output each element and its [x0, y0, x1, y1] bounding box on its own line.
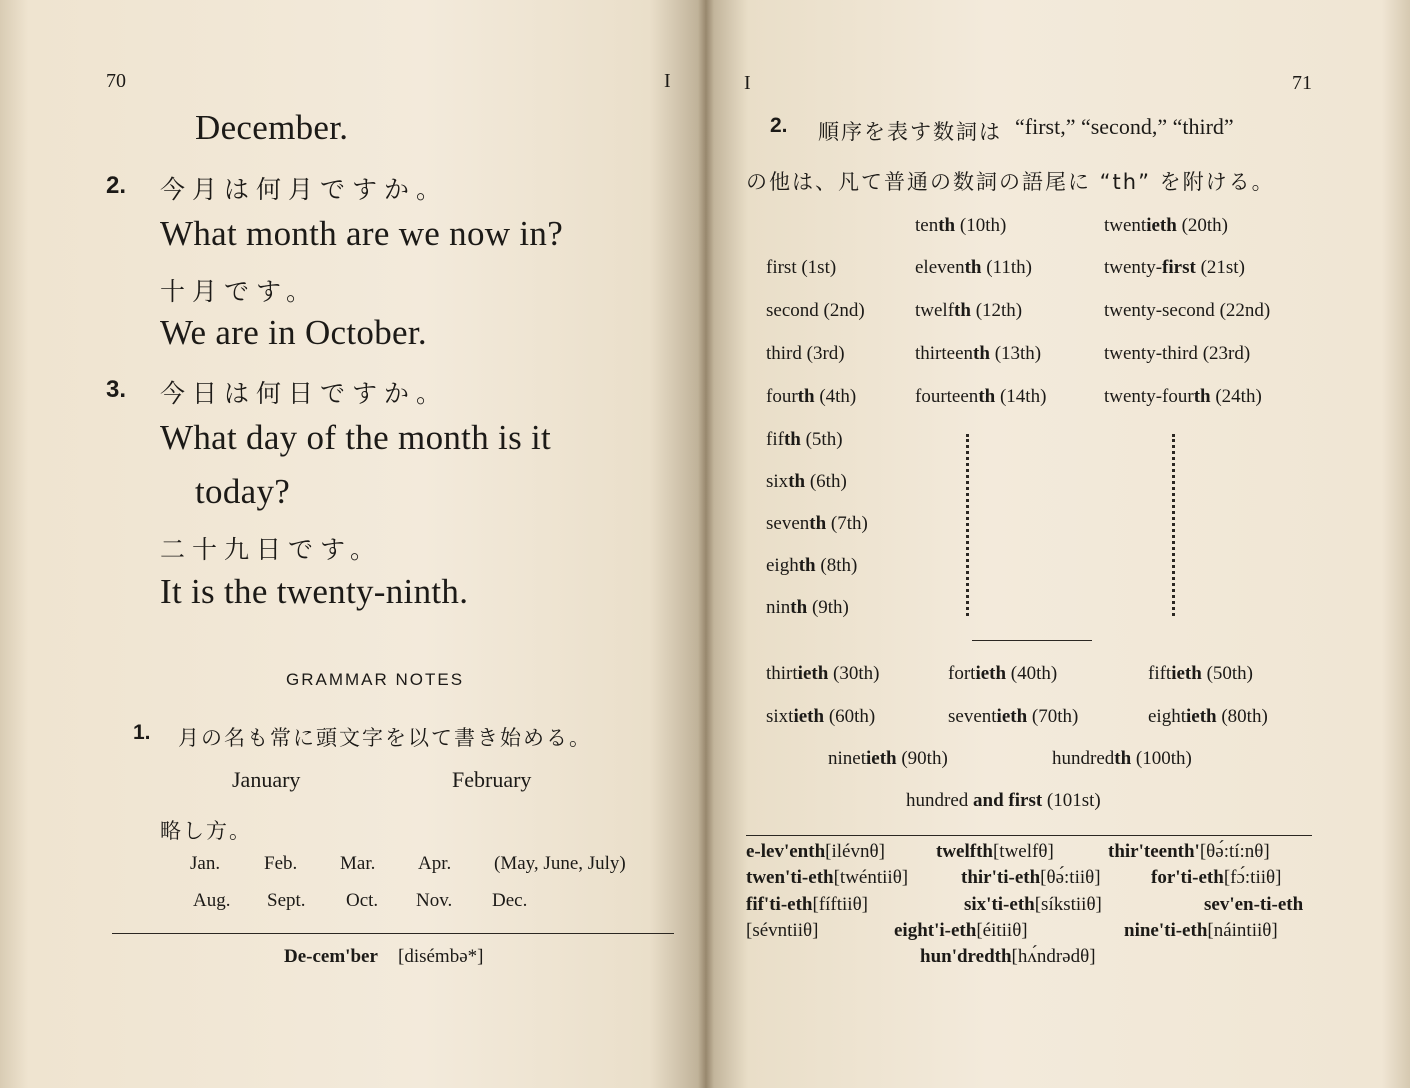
note1-number: 1.	[133, 721, 151, 744]
ordinal-col2-4: thirteenth (13th)	[915, 343, 1042, 364]
abbr-may-june-july: (May, June, July)	[494, 853, 626, 874]
q2-jp-answer: 十月です。	[160, 277, 319, 306]
pronunciation-row5-1: hun'dredth[hʌ́ndrədθ]	[920, 946, 1096, 967]
pronunciation-row3-3: sev'en-ti-eth	[1204, 894, 1304, 915]
ordinal-col3-3: twenty-second (22nd)	[1104, 300, 1271, 321]
ordinal-col3-1: twentieth (20th)	[1104, 215, 1229, 236]
ordinal-col2-1: tenth (10th)	[915, 215, 1007, 236]
ordinal-col1-9: ninth (9th)	[766, 597, 849, 618]
ordinal-col1-6: sixth (6th)	[766, 471, 847, 492]
section-marker-left: I	[664, 70, 671, 92]
ordinal-tens_row2-3: eightieth (80th)	[1148, 706, 1268, 727]
footnote-pron-december: [disémbə*]	[398, 946, 484, 967]
note2-line2: の他は、凡て普通の数詞の語尾に “th” を附ける。	[746, 170, 1275, 194]
ordinal-tens_row2-1: sixtieth (60th)	[766, 706, 876, 727]
abbr-sept: Sept.	[267, 890, 306, 911]
ordinal-101st: hundred and first (101st)	[906, 790, 1101, 811]
footnote-word-december: De-cem'ber	[284, 946, 378, 967]
pronunciation-row2-3: for'ti-eth[fɔ́:tiiθ]	[1151, 867, 1282, 888]
q2-en-answer: We are in October.	[160, 313, 427, 352]
abbr-nov: Nov.	[416, 890, 453, 911]
ordinal-col2-2: eleventh (11th)	[915, 257, 1032, 278]
note2-line1-en: “first,” “second,” “third”	[1015, 114, 1234, 139]
q3-jp-question: 今日は何日ですか。	[160, 379, 449, 408]
abbr-mar: Mar.	[340, 853, 376, 874]
ordinal-tens_row1-2: fortieth (40th)	[948, 663, 1058, 684]
abbr-dec: Dec.	[492, 890, 528, 911]
ordinal-tens_row3-2: hundredth (100th)	[1052, 748, 1192, 769]
pronunciation-row4-1: [sévntiiθ]	[746, 920, 819, 941]
ordinal-col3-5: twenty-fourth (24th)	[1104, 386, 1262, 407]
abbr-aug: Aug.	[193, 890, 231, 911]
note2-line1-jp: 順序を表す数詞は	[818, 120, 1002, 144]
q3-number: 3.	[106, 376, 127, 403]
pronunciation-row1-2: twelfth[twelfθ]	[936, 841, 1054, 862]
continuation-dots-col2	[966, 434, 969, 616]
ordinal-col1-2: second (2nd)	[766, 300, 865, 321]
pronunciation-row4-3: nine'ti-eth[náintiiθ]	[1124, 920, 1278, 941]
ordinal-col1-8: eighth (8th)	[766, 555, 858, 576]
pronunciation-row2-2: thir'ti-eth[θə́:tiiθ]	[961, 867, 1101, 888]
ordinal-tens_row3-1: ninetieth (90th)	[828, 748, 948, 769]
q2-number: 2.	[106, 172, 127, 199]
ordinal-tens_row1-3: fiftieth (50th)	[1148, 663, 1254, 684]
ordinal-col1-5: fifth (5th)	[766, 429, 843, 450]
abbr-jan: Jan.	[190, 853, 221, 874]
tens-separator-rule	[972, 640, 1092, 641]
q3-en-question-line1: What day of the month is it	[160, 418, 552, 457]
pronunciation-row1-1: e-lev'enth[ilévnθ]	[746, 841, 885, 862]
note1-text: 月の名も常に頭文字を以て書き始める。	[178, 726, 592, 750]
ordinal-col2-5: fourteenth (14th)	[915, 386, 1047, 407]
ordinal-col3-4: twenty-third (23rd)	[1104, 343, 1251, 364]
q3-en-answer: It is the twenty-ninth.	[160, 572, 469, 611]
footnote-rule-left	[112, 933, 674, 934]
ordinal-col1-1: first (1st)	[766, 257, 837, 278]
month-january: January	[232, 767, 301, 792]
ordinal-col1-4: fourth (4th)	[766, 386, 857, 407]
ordinal-col3-2: twenty-first (21st)	[1104, 257, 1245, 278]
abbr-oct: Oct.	[346, 890, 379, 911]
pronunciation-row3-1: fif'ti-eth[fíftiiθ]	[746, 894, 869, 915]
q2-en-question: What month are we now in?	[160, 214, 564, 253]
note2-number: 2.	[770, 114, 788, 137]
abbr-feb: Feb.	[264, 853, 298, 874]
ordinal-tens_row1-1: thirtieth (30th)	[766, 663, 880, 684]
page-number-right: 71	[1292, 72, 1312, 94]
ordinal-col1-3: third (3rd)	[766, 343, 845, 364]
book-gutter	[698, 0, 714, 1088]
q3-jp-answer: 二十九日です。	[160, 535, 383, 564]
ordinal-tens_row2-2: seventieth (70th)	[948, 706, 1079, 727]
ordinal-col1-7: seventh (7th)	[766, 513, 868, 534]
pronunciation-row1-3: thir'teenth'[θə́:tí:nθ]	[1108, 841, 1270, 862]
right-page	[706, 0, 1410, 1088]
month-february: February	[452, 767, 532, 792]
q2-jp-question: 今月は何月ですか。	[160, 175, 449, 204]
abbr-apr: Apr.	[418, 853, 452, 874]
pronunciation-row3-2: six'ti-eth[síkstiiθ]	[964, 894, 1102, 915]
line-december: December.	[195, 108, 349, 147]
abbr-label: 略し方。	[160, 819, 252, 843]
continuation-dots-col3	[1172, 434, 1175, 616]
q3-en-question-line2: today?	[195, 472, 291, 511]
section-marker-right: I	[744, 72, 751, 94]
page-number-left: 70	[106, 70, 126, 92]
ordinal-col2-3: twelfth (12th)	[915, 300, 1023, 321]
footnote-rule-right	[746, 835, 1312, 836]
pronunciation-row2-1: twen'ti-eth[twéntiiθ]	[746, 867, 909, 888]
grammar-notes-title: GRAMMAR NOTES	[286, 670, 465, 689]
pronunciation-row4-2: eight'i-eth[éitiiθ]	[894, 920, 1028, 941]
